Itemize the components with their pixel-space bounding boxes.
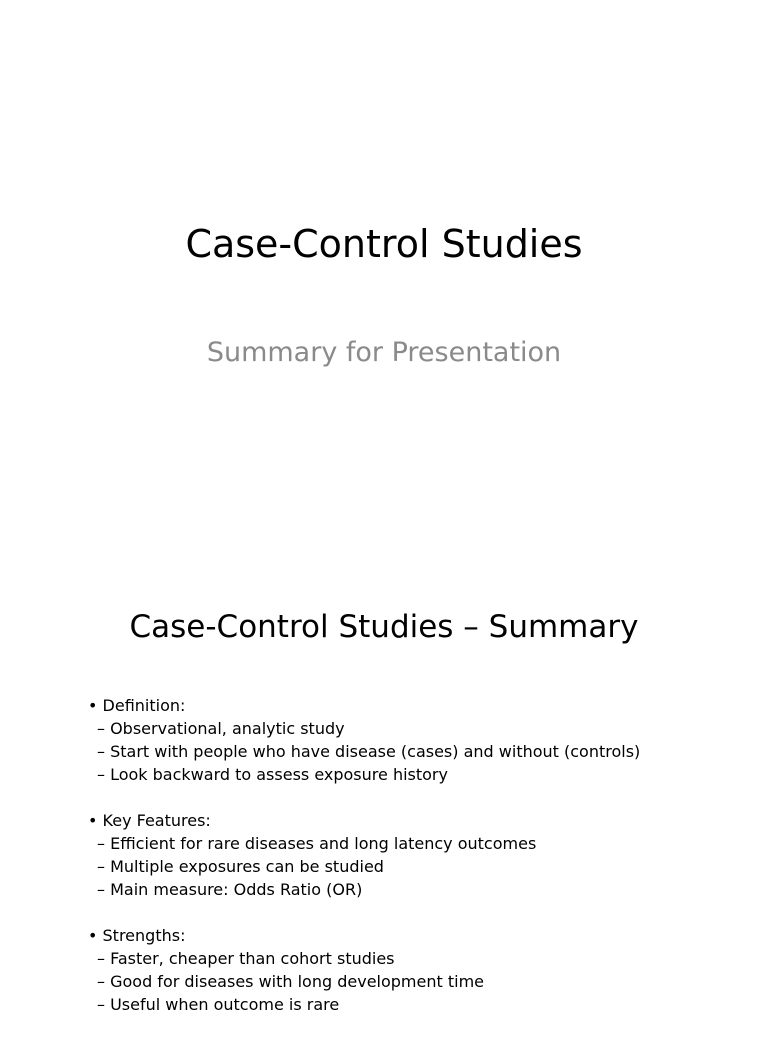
key-features-section: [88, 809, 708, 901]
list-item: – Look backward to assess exposure history: [97, 765, 448, 784]
section-heading: • Key Features:: [88, 811, 211, 830]
slide-title: Case-Control Studies: [185, 222, 583, 266]
bullet-list: [88, 694, 708, 1039]
list-item: – Multiple exposures can be studied: [97, 857, 384, 876]
list-item: – Useful when outcome is rare: [97, 995, 340, 1014]
list-item: – Observational, analytic study: [97, 719, 345, 738]
strengths-section: [88, 924, 708, 1016]
summary-slide: [0, 576, 768, 1024]
list-item: – Start with people who have disease (cases) and without (controls): [97, 742, 641, 761]
list-item: – Efficient for rare diseases and long latency outcomes: [97, 834, 537, 853]
slide-title: Case-Control Studies – Summary: [129, 609, 639, 645]
definition-section: [88, 694, 708, 786]
section-heading: • Definition:: [88, 696, 186, 715]
slide-subtitle: Summary for Presentation: [206, 337, 562, 368]
list-item: – Faster, cheaper than cohort studies: [97, 949, 395, 968]
section-heading: • Strengths:: [88, 926, 186, 945]
list-item: – Good for diseases with long development time: [97, 972, 485, 991]
list-item: – Main measure: Odds Ratio (OR): [97, 880, 363, 899]
